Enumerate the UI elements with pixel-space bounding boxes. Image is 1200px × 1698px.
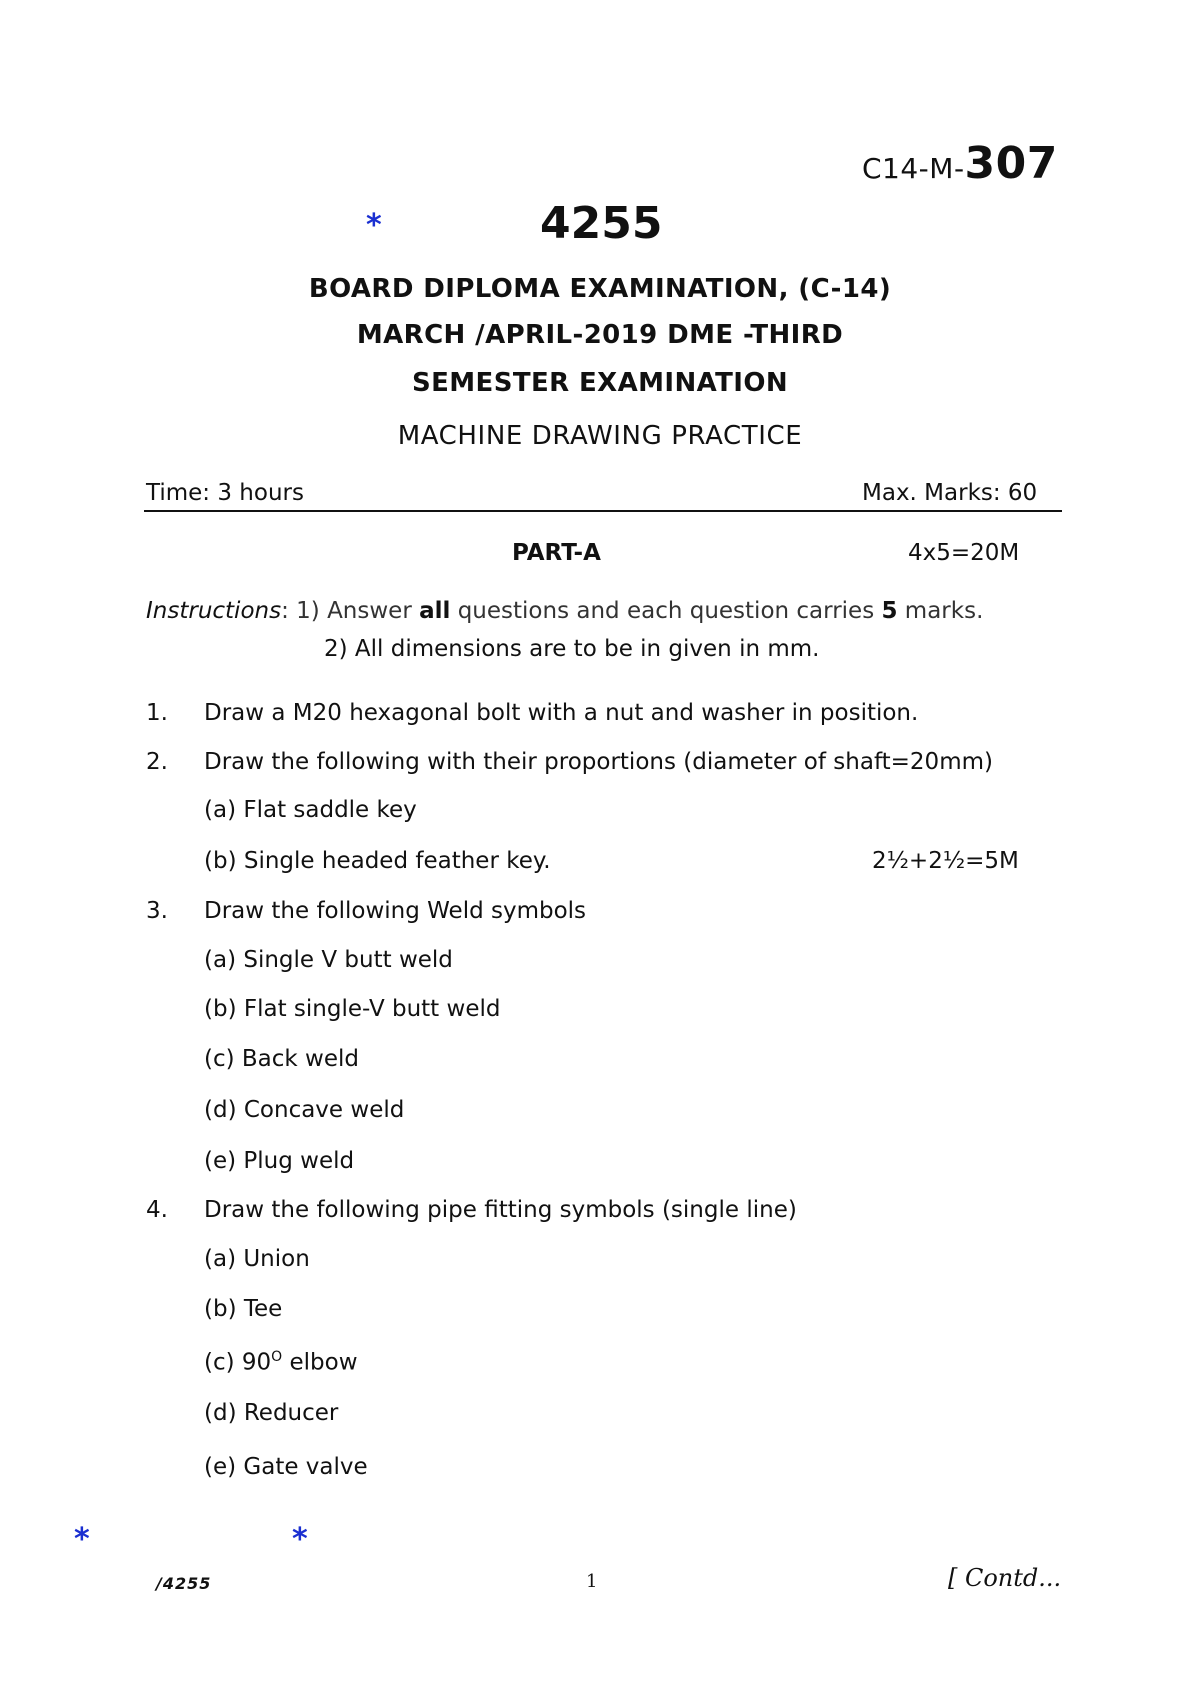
exam-title-line-3: SEMESTER EXAMINATION	[411, 368, 789, 398]
part-marks: 4x5=20M	[908, 540, 1020, 566]
instructions-label: Instructions	[146, 598, 282, 624]
question-number: 2.	[146, 749, 168, 775]
question-text: Draw the following with their proportions (diameter of shaft=20mm)	[204, 749, 993, 775]
part-title: PART-A	[512, 540, 601, 566]
sub-question: (a) Flat saddle key	[204, 797, 417, 823]
footer-paper-code: /4255	[156, 1574, 212, 1593]
question-number: 4.	[146, 1197, 168, 1223]
degree-superscript: O	[271, 1349, 283, 1365]
sub-question-suffix: elbow	[282, 1349, 358, 1376]
sub-question: (a) Single V butt weld	[204, 947, 453, 973]
sub-question: (e) Gate valve	[204, 1454, 368, 1480]
sub-question: (b) Single headed feather key.	[204, 848, 551, 874]
sub-question: (c) Back weld	[204, 1046, 360, 1072]
page-number: 1	[586, 1571, 598, 1592]
sub-question: (d) Concave weld	[204, 1097, 405, 1123]
star-mark-top: *	[366, 208, 382, 243]
question-text: Draw the following Weld symbols	[204, 898, 587, 924]
sub-question: (a) Union	[204, 1246, 310, 1272]
question-text: Draw a M20 hexagonal bolt with a nut and washer in position.	[204, 700, 919, 726]
instructions-text-c: marks.	[897, 598, 984, 624]
paper-code-prefix: C14-M-	[862, 152, 965, 185]
sub-question: (b) Flat single-V butt weld	[204, 996, 501, 1022]
instructions-bold-five: 5	[881, 598, 898, 624]
paper-number: 4255	[540, 198, 663, 249]
instructions-bold-all: all	[419, 598, 451, 624]
paper-code	[862, 138, 1058, 189]
star-mark-footer-right: *	[292, 1522, 308, 1557]
time-allowed: Time: 3 hours	[146, 480, 304, 506]
instructions-text-a: : 1) Answer	[281, 598, 420, 624]
continued-label: [ Contd...	[948, 1564, 1062, 1592]
sub-question: (b) Tee	[204, 1296, 283, 1322]
sub-question-elbow	[204, 1349, 358, 1376]
sub-question: (d) Reducer	[204, 1400, 339, 1426]
instructions-line-1	[146, 598, 983, 624]
sub-question-label: (c) 90	[204, 1349, 272, 1376]
exam-title-line-1: BOARD DIPLOMA EXAMINATION, (C-14)	[308, 274, 892, 304]
instructions-line-2: 2) All dimensions are to be in given in mm.	[324, 636, 820, 662]
question-text: Draw the following pipe fitting symbols (single line)	[204, 1197, 797, 1223]
subject-title: MACHINE DRAWING PRACTICE	[397, 421, 803, 451]
instructions-text-b: questions and each question carries	[450, 598, 882, 624]
marks-allocation: 2½+2½=5M	[872, 848, 1019, 874]
paper-code-number: 307	[964, 138, 1058, 189]
star-mark-footer-left: *	[74, 1522, 90, 1557]
header-divider	[144, 510, 1062, 512]
max-marks: Max. Marks: 60	[862, 480, 1038, 506]
question-number: 1.	[146, 700, 168, 726]
exam-title-line-2: MARCH /APRIL-2019 DME -THIRD	[356, 320, 844, 350]
sub-question: (e) Plug weld	[204, 1148, 355, 1174]
question-number: 3.	[146, 898, 168, 924]
